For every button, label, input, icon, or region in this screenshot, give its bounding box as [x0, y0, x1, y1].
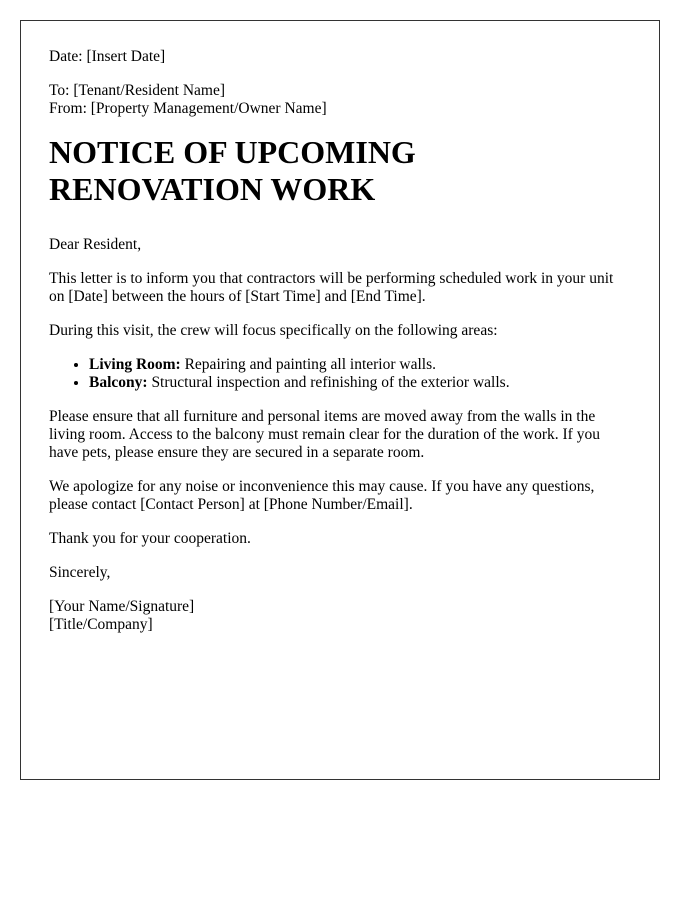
signature-title: [Title/Company]	[49, 616, 153, 633]
notice-title-line-1: NOTICE OF UPCOMING	[49, 134, 416, 170]
salutation: Dear Resident,	[49, 236, 142, 253]
signature-name: [Your Name/Signature]	[49, 598, 195, 615]
list-item	[89, 356, 631, 374]
from-line: From: [Property Management/Owner Name]	[49, 100, 327, 117]
letter-document	[20, 20, 660, 780]
closing-line: Sincerely,	[49, 564, 111, 581]
instructions-paragraph: Please ensure that all furniture and personal items are moved away from the walls in the living room. Access to the balcony must remain clear for the duration of the work. If you have pets, please ensure they are secured in a separate room.	[49, 408, 600, 461]
notice-title-line-2: RENOVATION WORK	[49, 171, 376, 207]
thanks-paragraph: Thank you for your cooperation.	[49, 530, 251, 547]
areas-intro-paragraph: During this visit, the crew will focus specifically on the following areas:	[49, 322, 498, 339]
list-item	[89, 374, 631, 392]
list-item-label: Living Room:	[89, 356, 181, 373]
list-item-label: Balcony:	[89, 374, 148, 391]
list-item-text: Repairing and painting all interior walls.	[180, 356, 436, 373]
date-line: Date: [Insert Date]	[49, 48, 166, 65]
intro-paragraph: This letter is to inform you that contractors will be performing scheduled work in your unit on [Date] between the hours of [Start Time] and [End Time].	[49, 270, 614, 305]
signature-block	[49, 598, 631, 634]
notice-title	[49, 134, 631, 208]
work-areas-list	[49, 356, 631, 392]
to-line: To: [Tenant/Resident Name]	[49, 82, 226, 99]
address-block	[49, 82, 631, 118]
list-item-text: Structural inspection and refinishing of the exterior walls.	[147, 374, 510, 391]
apology-paragraph: We apologize for any noise or inconvenience this may cause. If you have any questions, please contact [Contact Person] at [Phone Number/Email].	[49, 478, 595, 513]
